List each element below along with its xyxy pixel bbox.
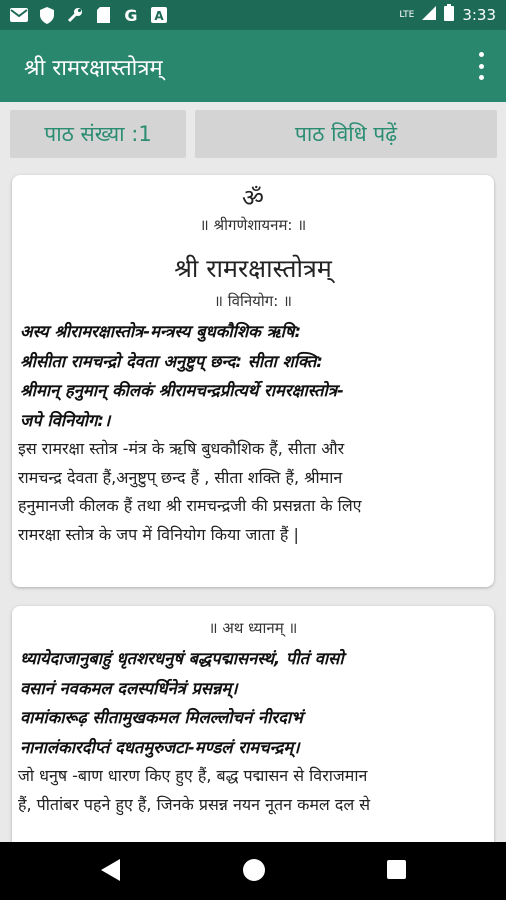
meaning-line: इस रामरक्षा स्तोत्र -मंत्र के ऋषि बुधकौशिक हैं, सीता और bbox=[18, 439, 345, 458]
clock: 3:33 bbox=[462, 5, 496, 24]
meaning-line: हैं, पीतांबर पहने हुए हैं, जिनके प्रसन्न नयन नूतन कमल दल से bbox=[18, 794, 371, 814]
navigation-bar bbox=[0, 842, 506, 900]
app-title: श्री रामरक्षास्तोत्रम् bbox=[24, 56, 163, 81]
sd-card-icon bbox=[94, 6, 112, 24]
home-icon[interactable] bbox=[243, 859, 265, 881]
viniyog-verse bbox=[12, 317, 494, 435]
viniyog-card bbox=[12, 175, 494, 587]
meaning-line: रामरक्षा स्तोत्र के जप में विनियोग किया जाता हैं | bbox=[18, 524, 299, 544]
dhyanam-card bbox=[12, 606, 494, 866]
shield-icon bbox=[38, 6, 56, 24]
verse-line: नानालंकारदीप्तं दधतमुरुजटा-मण्डलं रामचन्द्रम्। bbox=[20, 737, 300, 757]
viniyog-meaning bbox=[12, 435, 494, 549]
ganesh-invocation: ॥ श्रीगणेशायनम: ॥ bbox=[199, 216, 307, 234]
verse-line: अस्य श्रीरामरक्षास्तोत्र-मन्त्रस्य बुधकौशिक ऋषि: bbox=[20, 322, 302, 341]
notification-icons bbox=[10, 6, 168, 24]
system-status bbox=[399, 4, 496, 25]
meaning-line: रामचन्द्र देवता हैं,अनुष्टुप् छन्द हैं , सीता शक्ति हैं, श्रीमान bbox=[18, 467, 343, 487]
google-icon: G bbox=[124, 5, 138, 25]
wrench-icon bbox=[66, 6, 84, 24]
battery-icon bbox=[444, 4, 454, 25]
meaning-line: हनुमानजी कीलक हैं तथा श्री रामचन्द्रजी की प्रसन्नता के लिए bbox=[18, 496, 362, 515]
gmail-icon bbox=[10, 6, 28, 24]
recents-icon[interactable] bbox=[387, 860, 406, 879]
viniyog-heading: ॥ विनियोग: ॥ bbox=[213, 292, 293, 310]
status-bar bbox=[0, 0, 506, 30]
more-vert-icon[interactable] bbox=[476, 52, 486, 80]
network-label: LTE bbox=[399, 9, 415, 20]
path-count-button[interactable]: पाठ संख्या :1 bbox=[10, 110, 186, 158]
dhyanam-meaning bbox=[12, 762, 494, 819]
action-buttons bbox=[0, 102, 506, 166]
signal-icon bbox=[422, 6, 436, 24]
back-icon[interactable] bbox=[101, 859, 120, 881]
stotra-title: श्री रामरक्षास्तोत्रम् bbox=[174, 254, 332, 283]
om-symbol: ॐ bbox=[242, 184, 264, 212]
app-bar bbox=[0, 30, 506, 102]
verse-line: ध्यायेदाजानुबाहुं धृतशरधनुषं बद्धपद्मासनस्थं, पीतं वासो bbox=[20, 649, 344, 668]
path-vidhi-button[interactable]: पाठ विधि पढ़ें bbox=[195, 110, 497, 158]
dhyanam-verse bbox=[12, 644, 494, 762]
svg-text:A: A bbox=[154, 9, 164, 23]
dhyanam-heading: ॥ अथ ध्यानम् ॥ bbox=[208, 619, 298, 637]
verse-line: वसानं नवकमल दलस्पर्धिनेत्रं प्रसन्नम्। bbox=[20, 678, 238, 698]
verse-line: वामांकारूढ़ सीतामुखकमल मिलल्लोचनं नीरदाभं bbox=[20, 708, 303, 727]
font-icon bbox=[150, 6, 168, 24]
verse-line: श्रीसीता रामचन्द्रो देवता अनुष्टुप् छन्द: सीता शक्ति: bbox=[20, 351, 323, 371]
verse-line: श्रीमान् हनुमान् कीलकं श्रीरामचन्द्रप्रीत्यर्थे रामरक्षास्तोत्र- bbox=[20, 381, 344, 400]
verse-line: जपे विनियोग:। bbox=[20, 410, 111, 430]
meaning-line: जो धनुष -बाण धारण किए हुए हैं, बद्ध पद्मासन से विराजमान bbox=[18, 766, 368, 785]
